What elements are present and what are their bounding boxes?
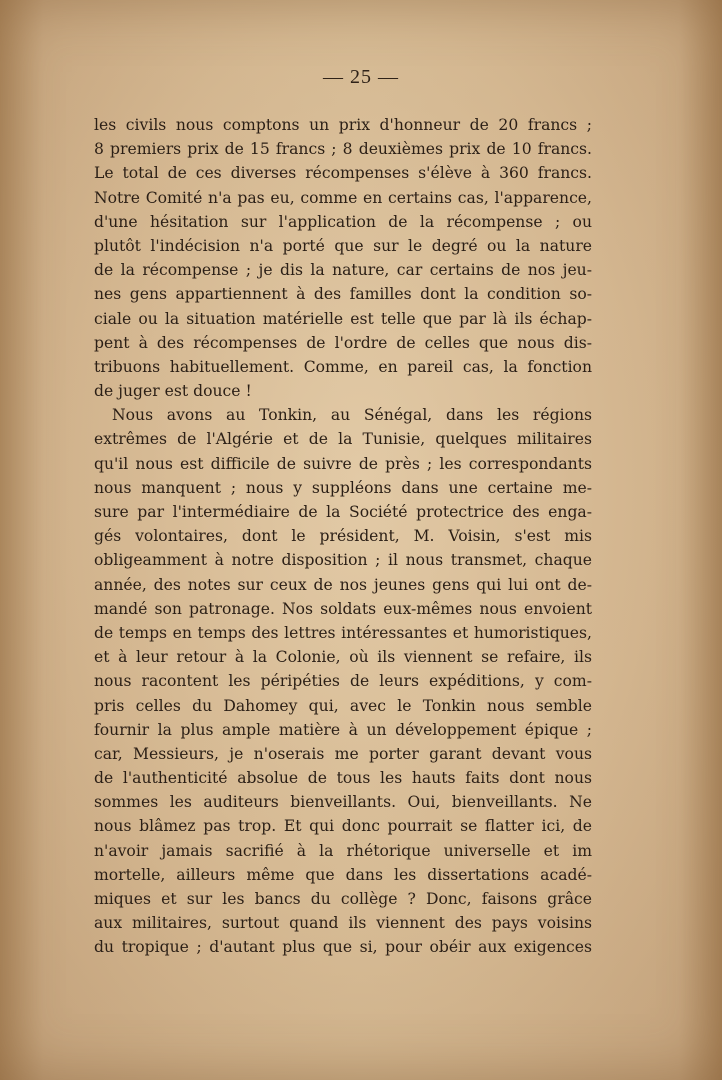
text-line: car, Messieurs, je n'oserais me porter garant devant vous <box>94 744 592 763</box>
text-line: fournir la plus ample matière à un développement épique ; <box>94 720 592 739</box>
text-line: de temps en temps des lettres intéressantes et humoristiques, <box>94 623 592 642</box>
text-line: extrêmes de l'Algérie et de la Tunisie, quelques militaires <box>94 430 592 449</box>
text-line: sure par l'intermédiaire de la Société protectrice des enga- <box>94 503 592 521</box>
text-line: de l'authenticité absolue de tous les hauts faits dont nous <box>94 769 592 788</box>
text-line: de juger est douce ! <box>94 382 252 401</box>
text-line: de la récompense ; je dis la nature, car certains de nos jeu- <box>94 261 592 280</box>
body-text <box>94 113 592 960</box>
text-line: nous blâmez pas trop. Et qui donc pourrait se flatter ici, de <box>94 817 592 836</box>
text-line: Nous avons au Tonkin, au Sénégal, dans les régions <box>112 406 592 425</box>
text-line: aux militaires, surtout quand ils viennent des pays voisins <box>94 914 592 933</box>
text-line: 8 premiers prix de 15 francs ; 8 deuxièmes prix de 10 francs. <box>94 140 592 159</box>
text-line: les civils nous comptons un prix d'honneur de 20 francs ; <box>94 116 592 134</box>
text-line: n'avoir jamais sacrifié à la rhétorique universelle et im <box>94 841 592 860</box>
text-line: plutôt l'indécision n'a porté que sur le degré ou la nature <box>94 236 592 255</box>
text-line: pris celles du Dahomey qui, avec le Tonkin nous semble <box>94 696 592 715</box>
text-line: ciale ou la situation matérielle est telle que par là ils échap- <box>94 309 592 328</box>
text-line: mandé son patronage. Nos soldats eux-mêmes nous envoient <box>94 599 592 618</box>
text-line: nes gens appartiennent à des familles dont la condition so- <box>94 285 592 304</box>
text-line: d'une hésitation sur l'application de la récompense ; ou <box>94 212 592 231</box>
page-number: — 25 — <box>323 66 399 88</box>
text-line: année, des notes sur ceux de nos jeunes gens qui lui ont de- <box>94 575 592 594</box>
text-line: miques et sur les bancs du collège ? Donc, faisons grâce <box>94 890 592 908</box>
text-line: du tropique ; d'autant plus que si, pour obéir aux exigences <box>94 938 592 957</box>
text-line: Notre Comité n'a pas eu, comme en certains cas, l'apparence, <box>94 188 592 207</box>
text-line: Le total de ces diverses récompenses s'élève à 360 francs. <box>94 164 592 183</box>
text-line: pent à des récompenses de l'ordre de celles que nous dis- <box>94 333 592 352</box>
text-line: nous manquent ; nous y suppléons dans une certaine me- <box>94 478 592 497</box>
text-line: qu'il nous est difficile de suivre de près ; les correspondants <box>94 454 592 473</box>
text-line: sommes les auditeurs bienveillants. Oui, bienveillants. Ne <box>94 793 592 812</box>
text-line: et à leur retour à la Colonie, où ils viennent se refaire, ils <box>94 648 592 667</box>
text-line: mortelle, ailleurs même que dans les dissertations acadé- <box>94 865 592 884</box>
text-line: obligeamment à notre disposition ; il nous transmet, chaque <box>94 551 592 570</box>
text-line: nous racontent les péripéties de leurs expéditions, y com- <box>94 672 592 691</box>
text-line: gés volontaires, dont le président, M. Voisin, s'est mis <box>94 527 592 546</box>
text-line: tribuons habituellement. Comme, en pareil cas, la fonction <box>94 357 592 376</box>
